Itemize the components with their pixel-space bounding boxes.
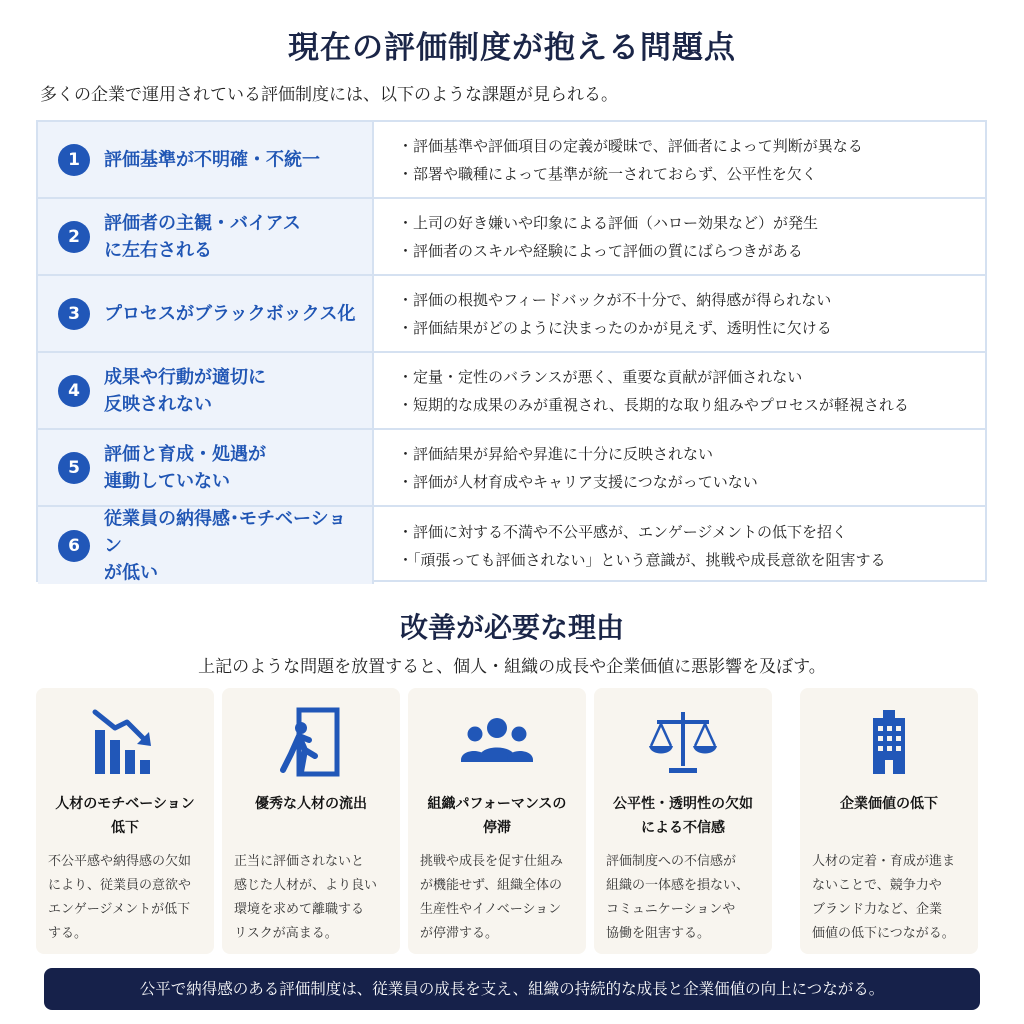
problem-header-cell [38, 430, 374, 505]
reason-title: 公平性・透明性の欠如 による不信感 [613, 796, 753, 836]
problem-details [398, 209, 975, 265]
reason-title: 優秀な人材の流出 [255, 796, 367, 812]
problem-number-badge: 6 [58, 530, 90, 562]
problem-details [398, 286, 975, 342]
problems-table [36, 120, 987, 582]
problem-number-badge: 5 [58, 452, 90, 484]
scales-icon [647, 706, 719, 778]
problem-title: 評価者の主観・バイアス に左右される [104, 212, 301, 261]
reason-card [594, 688, 772, 954]
section-subtitle: 上記のような問題を放置すると、個人・組織の成長や企業価値に悪影響を及ぼす。 [198, 657, 826, 677]
problem-title: 従業員の納得感･モチベーション が低い [104, 508, 347, 583]
problem-bullet: ・評価結果がどのように決まったのかが見えず、透明性に欠ける [398, 318, 832, 337]
problem-bullet: ・部署や職種によって基準が統一されておらず、公平性を欠く [398, 164, 817, 183]
problem-details [398, 440, 975, 496]
problem-number-badge: 3 [58, 298, 90, 330]
problem-row [38, 276, 985, 353]
problem-bullet: ・上司の好き嫌いや印象による評価（ハロー効果など）が発生 [398, 213, 819, 232]
problem-number-badge: 2 [58, 221, 90, 253]
problem-bullet: ・評価の根拠やフィードバックが不十分で、納得感が得られない [398, 290, 832, 309]
declining-chart-icon [89, 706, 161, 778]
section-title: 改善が必要な理由 [399, 611, 624, 644]
problem-bullet: ・評価に対する不満や不公平感が、エンゲージメントの低下を招く [398, 522, 847, 541]
reason-title: 組織パフォーマンスの 停滞 [427, 796, 567, 836]
footer-banner: 公平で納得感のある評価制度は、従業員の成長を支え、組織の持続的な成長と企業価値の向上につながる。 [44, 968, 980, 1010]
problem-details [398, 132, 975, 188]
problem-bullet: ・定量・定性のバランスが悪く、重要な貢献が評価されない [398, 367, 803, 386]
building-icon [853, 706, 925, 778]
problem-row [38, 122, 985, 199]
reason-body: 不公平感や納得感の欠如 により、従業員の意欲や エンゲージメントが低下 する。 [48, 854, 192, 941]
problem-bullet: ・評価基準や評価項目の定義が曖昧で、評価者によって判断が異なる [398, 136, 863, 155]
problem-title: 評価基準が不明確・不統一 [104, 149, 320, 170]
problem-details [398, 363, 975, 419]
problem-row [38, 507, 985, 584]
problem-header-cell [38, 353, 374, 428]
problem-row [38, 199, 985, 276]
reason-card [36, 688, 214, 954]
exit-door-icon [275, 706, 347, 778]
problem-header-cell [38, 276, 374, 351]
reason-body: 正当に評価されないと 感じた人材が、より良い 環境を求めて離職する リスクが高まる。 [234, 854, 378, 941]
problem-bullet: ・評価が人材育成やキャリア支援につながっていない [398, 472, 758, 491]
problem-bullet: ・「頑張っても評価されない」という意識が、挑戦や成長意欲を阻害する [398, 550, 886, 569]
problem-details [398, 518, 975, 574]
reason-body: 評価制度への不信感が 組織の一体感を損ない、 コミュニケーションや 協働を阻害する。 [606, 854, 750, 941]
problem-header-cell [38, 507, 374, 584]
problem-title: 成果や行動が適切に 反映されない [104, 366, 266, 415]
page-subtitle: 多くの企業で運用されている評価制度には、以下のような課題が見られる。 [40, 85, 618, 105]
problem-row [38, 430, 985, 507]
reason-title: 人材のモチベーション 低下 [55, 796, 195, 836]
reason-card [222, 688, 400, 954]
problem-number-badge: 4 [58, 375, 90, 407]
problem-header-cell [38, 199, 374, 274]
reason-title: 企業価値の低下 [840, 796, 938, 812]
problem-title: プロセスがブラックボックス化 [104, 303, 356, 324]
problem-title: 評価と育成・処遇が 連動していない [104, 443, 266, 492]
problem-header-cell [38, 122, 374, 197]
problem-bullet: ・評価結果が昇給や昇進に十分に反映されない [398, 444, 714, 463]
reason-card [408, 688, 586, 954]
problem-row [38, 353, 985, 430]
problem-bullet: ・評価者のスキルや経験によって評価の質にばらつきがある [398, 241, 803, 260]
people-group-icon [461, 706, 533, 778]
problem-number-badge: 1 [58, 144, 90, 176]
reason-body: 人材の定着・育成が進ま ないことで、競争力や ブランド力など、企業 価値の低下につながる。 [812, 854, 956, 941]
reason-card [800, 688, 978, 954]
reason-body: 挑戦や成長を促す仕組み が機能せず、組織全体の 生産性やイノベーション が停滞する。 [420, 854, 564, 941]
page-title: 現在の評価制度が抱える問題点 [288, 30, 736, 66]
problem-bullet: ・短期的な成果のみが重視され、長期的な取り組みやプロセスが軽視される [398, 395, 909, 414]
reason-cards [36, 688, 988, 956]
